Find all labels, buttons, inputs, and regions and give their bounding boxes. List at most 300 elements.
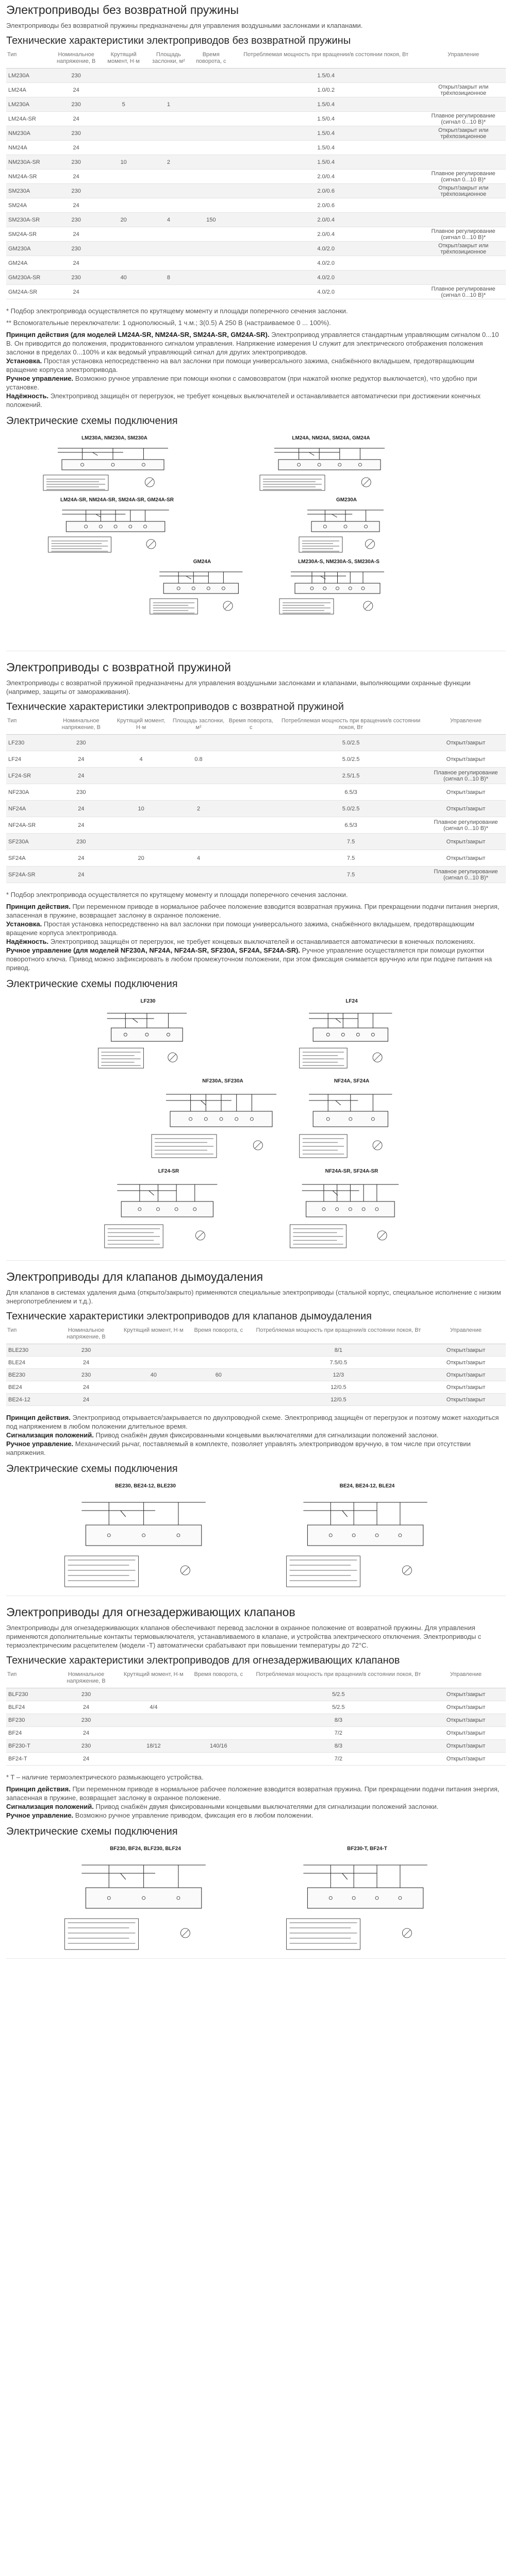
footnote: ** Вспомогательные переключатели: 1 однополюсный, 1 ч.м.; 3(0.5) А 250 В (настраиваемое 0 ... 100%). <box>6 319 331 327</box>
wiring-diagrams <box>6 1840 506 1959</box>
table-cell <box>146 256 191 270</box>
table-cell: 2.5/1.5 <box>276 768 426 784</box>
table-cell: 230 <box>51 1740 121 1753</box>
table-cell: 10 <box>101 155 146 170</box>
table-cell: 6.5/3 <box>276 784 426 801</box>
table-cell <box>101 227 146 242</box>
description-paragraph <box>6 1439 506 1457</box>
diagram-caption: LM230A-S, NM230A-S, SM230A-S <box>298 559 379 565</box>
table-cell <box>186 1701 251 1714</box>
table-cell: 12/3 <box>251 1369 426 1381</box>
paragraph-lead: Принцип действия (для моделей LM24A-SR, NM24A-SR, SM24A-SR, GM24A-SR). <box>6 331 270 338</box>
diagrams-title: Электрические схемы подключения <box>6 978 178 990</box>
table-cell: 6.5/3 <box>276 817 426 834</box>
table-cell: 2.0/0.6 <box>231 198 421 213</box>
table-cell <box>191 198 232 213</box>
table-cell <box>191 170 232 184</box>
paragraph-text: Электропривод защищён от перегрузок, не требует концевых выключателей и останавливается автоматически в конечных положениях. <box>48 938 475 945</box>
paragraph-text: Электропривод управляется стандартным управляющим сигналом 0...10 В. Он приводится до положения, продиктованного сигналом управления. Напряжение измерения U служит для электрического отображения положения заслонки в пределах 0...100% и как ведомый управляющий сигнал для других электроприводов. <box>6 331 499 356</box>
paragraph-lead: Ручное управление (для моделей NF230A, NF24A, NF24A-SR, SF230A, SF24A, SF24A-SR). <box>6 946 301 954</box>
column-header: Управление <box>426 1669 506 1688</box>
wiring-diagram <box>145 558 259 617</box>
table-cell <box>186 1727 251 1740</box>
diagram-caption: BE24, BE24-12, BLE24 <box>339 1483 395 1489</box>
table-cell: BLF230 <box>6 1688 51 1701</box>
schematic-drawing <box>58 1853 233 1956</box>
table-cell: BF230 <box>6 1714 51 1727</box>
table-cell: 24 <box>51 1727 121 1740</box>
table-cell: 150 <box>191 213 232 227</box>
table-cell: GM24A <box>6 256 51 270</box>
paragraph-lead: Ручное управление. <box>6 1811 74 1819</box>
table-cell: Плавное регулирование (сигнал 0...10 В)* <box>421 112 506 126</box>
footnote: * Подбор электропривода осуществляется по крутящему моменту и площади поперечного сечения заслонки. <box>6 891 348 899</box>
table-cell: 230 <box>51 834 111 850</box>
table-cell <box>101 69 146 83</box>
table-cell: 24 <box>51 227 101 242</box>
table-cell: 24 <box>51 817 111 834</box>
schematic-drawing <box>295 1005 408 1072</box>
table-cell: GM24A-SR <box>6 285 51 299</box>
table-cell: 7.5/0.5 <box>251 1357 426 1369</box>
table-cell: NF24A <box>6 801 51 817</box>
paragraph-lead: Установка. <box>6 920 42 928</box>
column-header: Время поворота, с <box>186 1669 251 1688</box>
table-row <box>6 817 506 834</box>
table-cell: 24 <box>51 285 101 299</box>
table-cell: 24 <box>51 850 111 867</box>
table-cell: GM230A-SR <box>6 270 51 285</box>
table-cell: 24 <box>51 1357 121 1369</box>
table-cell: 7/2 <box>251 1727 426 1740</box>
table-cell: 24 <box>51 170 101 184</box>
table-cell <box>146 170 191 184</box>
table-cell <box>111 834 171 850</box>
paragraph-text: Механический рычаг, поставляемый в комплекте, позволяет управлять электроприводом вручную, в том числе при отсутствии напряжения. <box>6 1440 471 1456</box>
table-cell <box>121 1714 186 1727</box>
table-cell <box>191 285 232 299</box>
table-cell: GM230A <box>6 242 51 256</box>
table-cell <box>146 126 191 141</box>
schematic-drawing <box>295 1085 408 1162</box>
table-cell <box>421 69 506 83</box>
spec-table <box>6 1325 506 1406</box>
paragraph-text: Электропривод открывается/закрывается по двухпроводной схеме. Электропривод защищён от перегрузок и поэтому может находиться под напряжением в любом положении длительное время. <box>6 1414 499 1430</box>
table-cell: 230 <box>51 1369 121 1381</box>
table-cell <box>111 784 171 801</box>
table-cell: SM24A-SR <box>6 227 51 242</box>
table-cell <box>171 768 226 784</box>
diagram-caption: LF230 <box>140 998 156 1004</box>
table-cell: 24 <box>51 801 111 817</box>
table-cell: 1.0/0.2 <box>231 83 421 97</box>
table-cell: 230 <box>51 1344 121 1357</box>
diagram-caption: BF230-T, BF24-T <box>347 1846 387 1852</box>
description-paragraph <box>6 920 506 937</box>
table-row <box>6 242 506 256</box>
table-cell <box>421 198 506 213</box>
table-row <box>6 751 506 768</box>
diagram-caption: LM24A-SR, NM24A-SR, SM24A-SR, GM24A-SR <box>60 497 174 503</box>
paragraph-text: При переменном приводе в нормальное рабочее положение взводится возвратная пружина. При прекращении подачи питания энергия, запасенная в пружине, возвращает заслонку в охранное положение. <box>6 903 500 919</box>
table-cell: BF24-T <box>6 1753 51 1766</box>
wiring-diagram <box>37 435 192 494</box>
table-cell <box>146 141 191 155</box>
table-cell <box>191 69 232 83</box>
wiring-diagram <box>99 1168 238 1252</box>
table-cell: 10 <box>111 801 171 817</box>
table-cell: 24 <box>51 83 101 97</box>
table-cell: Открыт/закрыт или трёхпозиционное <box>421 126 506 141</box>
table-cell: Открыт/закрыт <box>426 1753 506 1766</box>
paragraph-text: Привод снабжён двумя фиксированными концевыми выключателями для сигнализации положений заслонки. <box>93 1431 439 1439</box>
table-cell: 230 <box>51 97 101 112</box>
table-row <box>6 141 506 155</box>
diagram-caption: LM24A, NM24A, SM24A, GM24A <box>292 435 370 441</box>
table-cell: 7/2 <box>251 1753 426 1766</box>
table-cell: 1 <box>146 97 191 112</box>
table-cell <box>121 1688 186 1701</box>
column-header: Потребляемая мощность при вращении/в состоянии покоя, Вт <box>251 1325 426 1344</box>
table-cell: Открыт/закрыт <box>426 1369 506 1381</box>
table-row <box>6 126 506 141</box>
table-cell: BLE24 <box>6 1357 51 1369</box>
table-cell: SF24A-SR <box>6 867 51 883</box>
table-cell <box>226 784 276 801</box>
table-cell <box>191 112 232 126</box>
table-cell <box>121 1344 186 1357</box>
diagram-caption: GM230A <box>336 497 357 503</box>
table-cell: 24 <box>51 1753 121 1766</box>
wiring-diagram <box>42 497 192 555</box>
wiring-diagram <box>274 558 403 617</box>
schematic-drawing <box>99 1175 238 1252</box>
paragraph-lead: Принцип действия. <box>6 903 71 910</box>
column-header: Номинальное напряжение, В <box>51 1325 121 1344</box>
table-row <box>6 285 506 299</box>
table-cell <box>171 817 226 834</box>
schematic-drawing <box>295 504 398 555</box>
diagram-caption: BF230, BF24, BLF230, BLF24 <box>110 1846 181 1852</box>
table-cell: 24 <box>51 1381 121 1394</box>
schematic-drawing <box>254 442 408 494</box>
table-cell: 230 <box>51 735 111 751</box>
table-row <box>6 83 506 97</box>
table-cell: NF230A <box>6 784 51 801</box>
column-header: Площадь заслонки, м² <box>171 716 226 735</box>
table-cell: Плавное регулирование (сигнал 0...10 В)* <box>421 285 506 299</box>
table-cell <box>146 83 191 97</box>
table-cell <box>101 126 146 141</box>
table-cell: NM230A <box>6 126 51 141</box>
table-row <box>6 170 506 184</box>
table-row <box>6 198 506 213</box>
column-header: Тип <box>6 1325 51 1344</box>
table-row <box>6 270 506 285</box>
schematic-drawing <box>145 1085 300 1162</box>
table-cell: Открыт/закрыт <box>426 751 506 768</box>
description-paragraph <box>6 1431 506 1439</box>
footnote: * Подбор электропривода осуществляется по крутящему моменту и площади поперечного сечения заслонки. <box>6 307 348 315</box>
table-cell: Открыт/закрыт <box>426 1688 506 1701</box>
column-header: Крутящий момент, Н·м <box>121 1669 186 1688</box>
table-cell: Плавное регулирование (сигнал 0...10 В)* <box>421 170 506 184</box>
table-cell: NF24A-SR <box>6 817 51 834</box>
table-cell <box>226 867 276 883</box>
table-cell: 4 <box>171 850 226 867</box>
column-header: Потребляемая мощность при вращении/в состоянии покоя, Вт <box>251 1669 426 1688</box>
schematic-drawing <box>94 1005 202 1072</box>
table-cell: 2.0/0.4 <box>231 227 421 242</box>
table-cell <box>191 155 232 170</box>
table-cell <box>421 155 506 170</box>
table-cell: SF24A <box>6 850 51 867</box>
schematic-drawing <box>37 442 192 494</box>
column-header: Площадь заслонки, м² <box>146 49 191 69</box>
table-row <box>6 97 506 112</box>
table-cell: 230 <box>51 184 101 198</box>
table-cell <box>101 285 146 299</box>
table-row <box>6 1740 506 1753</box>
table-cell <box>421 213 506 227</box>
wiring-diagram <box>279 1483 455 1593</box>
paragraph-text: Простая установка непосредственно на вал заслонки при помощи универсального зажима, снабжённого вкладышем, предотвращающим вращение корпуса электропривода. <box>6 357 474 374</box>
table-cell: 24 <box>51 112 101 126</box>
table-cell <box>226 817 276 834</box>
table-cell: Открыт/закрыт <box>426 1714 506 1727</box>
schematic-drawing <box>274 566 403 617</box>
table-cell: 1.5/0.4 <box>231 141 421 155</box>
table-cell: 7.5 <box>276 834 426 850</box>
wiring-diagrams <box>6 1478 506 1596</box>
table-cell <box>146 112 191 126</box>
table-cell <box>121 1753 186 1766</box>
section-lead: Для клапанов в системах удаления дыма (открыто/закрыто) применяются специальные электроприводы (стальной корпус, специальное исполнение с низким энергопотреблением и т.д.). <box>6 1289 501 1305</box>
table-cell: LF24 <box>6 751 51 768</box>
table-cell <box>101 198 146 213</box>
description-paragraph <box>6 330 506 357</box>
table-cell: LM24A <box>6 83 51 97</box>
table-cell: 230 <box>51 126 101 141</box>
table-row <box>6 867 506 883</box>
table-cell: 40 <box>121 1369 186 1381</box>
table-title: Технические характеристики электроприводов для огнезадерживающих клапанов <box>6 1655 400 1666</box>
table-cell <box>226 768 276 784</box>
table-cell: 7.5 <box>276 850 426 867</box>
table-cell <box>111 735 171 751</box>
description-paragraph <box>6 1413 506 1431</box>
description-block <box>6 330 506 409</box>
table-cell <box>171 867 226 883</box>
table-cell: Открыт/закрыт <box>426 1701 506 1714</box>
paragraph-lead: Ручное управление. <box>6 1440 74 1448</box>
paragraph-lead: Принцип действия. <box>6 1785 71 1793</box>
table-cell: 2 <box>171 801 226 817</box>
table-cell <box>101 242 146 256</box>
table-cell: Открыт/закрыт <box>426 735 506 751</box>
table-cell: NM24A <box>6 141 51 155</box>
description-paragraph <box>6 374 506 392</box>
table-row <box>6 801 506 817</box>
table-cell <box>191 83 232 97</box>
table-cell <box>101 184 146 198</box>
table-cell <box>186 1357 251 1369</box>
table-row <box>6 735 506 751</box>
table-cell <box>171 834 226 850</box>
column-header: Управление <box>421 49 506 69</box>
description-paragraph <box>6 902 506 920</box>
schematic-drawing <box>42 504 192 555</box>
table-row <box>6 1369 506 1381</box>
column-header: Крутящий момент, Н·м <box>111 716 171 735</box>
table-cell: Плавное регулирование (сигнал 0...10 В)* <box>426 817 506 834</box>
table-cell: SM230A-SR <box>6 213 51 227</box>
table-cell <box>146 184 191 198</box>
wiring-diagrams <box>6 993 506 1261</box>
column-header: Тип <box>6 716 51 735</box>
paragraph-text: Простая установка непосредственно на вал заслонки при помощи универсального зажима, снабжённого вкладышем, предотвращающим вращение корпуса электропривода. <box>6 920 474 937</box>
table-cell: LM230A <box>6 97 51 112</box>
description-block <box>6 902 506 972</box>
paragraph-text: При переменном приводе в нормальное рабочее положение взводится возвратная пружина. При прекращении подачи питания энергия, запасенная в пружине, возвращает заслонку в охранное положение. <box>6 1785 500 1802</box>
description-paragraph <box>6 1811 506 1820</box>
table-cell: Открыт/закрыт <box>426 1381 506 1394</box>
diagram-caption: NF24A-SR, SF24A-SR <box>325 1168 378 1174</box>
description-paragraph <box>6 1802 506 1811</box>
paragraph-lead: Установка. <box>6 357 42 365</box>
table-cell <box>121 1727 186 1740</box>
table-row <box>6 213 506 227</box>
wiring-diagram <box>295 998 408 1072</box>
column-header: Время поворота, с <box>186 1325 251 1344</box>
column-header: Номинальное напряжение, В <box>51 716 111 735</box>
table-cell: 20 <box>101 213 146 227</box>
description-block <box>6 1413 506 1457</box>
table-cell: LM24A-SR <box>6 112 51 126</box>
diagrams-title: Электрические схемы подключения <box>6 1463 178 1475</box>
wiring-diagram <box>58 1483 233 1593</box>
table-row <box>6 112 506 126</box>
table-cell: 5 <box>101 97 146 112</box>
column-header: Тип <box>6 1669 51 1688</box>
table-cell <box>111 867 171 883</box>
table-cell <box>171 784 226 801</box>
table-row <box>6 1701 506 1714</box>
table-cell <box>146 69 191 83</box>
table-row <box>6 227 506 242</box>
table-cell: 230 <box>51 1688 121 1701</box>
table-row <box>6 1394 506 1406</box>
description-block <box>6 1785 506 1820</box>
column-header: Тип <box>6 49 51 69</box>
table-cell: 2.0/0.6 <box>231 184 421 198</box>
table-cell: 4.0/2.0 <box>231 256 421 270</box>
table-cell <box>121 1381 186 1394</box>
table-cell: 24 <box>51 751 111 768</box>
table-row <box>6 1753 506 1766</box>
table-cell: 5.0/2.5 <box>276 735 426 751</box>
table-row <box>6 850 506 867</box>
table-cell <box>101 83 146 97</box>
description-paragraph <box>6 357 506 374</box>
table-cell <box>191 256 232 270</box>
table-cell: LF24-SR <box>6 768 51 784</box>
table-cell: 4/4 <box>121 1701 186 1714</box>
table-cell <box>191 97 232 112</box>
table-row <box>6 69 506 83</box>
column-header: Время поворота, с <box>226 716 276 735</box>
paragraph-lead: Надёжность. <box>6 938 49 945</box>
section-title: Электроприводы для огнезадерживающих клапанов <box>6 1605 295 1619</box>
diagram-caption: GM24A <box>193 559 211 565</box>
table-cell: 1.5/0.4 <box>231 69 421 83</box>
table-row <box>6 1727 506 1740</box>
column-header: Время поворота, с <box>191 49 232 69</box>
table-cell: LF230 <box>6 735 51 751</box>
diagram-caption: LF24-SR <box>158 1168 179 1174</box>
table-cell: 5.0/2.5 <box>276 801 426 817</box>
table-cell: 230 <box>51 69 101 83</box>
table-cell: 4 <box>111 751 171 768</box>
table-cell: 1.5/0.4 <box>231 155 421 170</box>
table-cell <box>171 735 226 751</box>
table-cell <box>186 1344 251 1357</box>
table-row <box>6 1381 506 1394</box>
paragraph-lead: Сигнализация положений. <box>6 1431 94 1439</box>
section-lead: Электроприводы с возвратной пружиной предназначены для управления воздушными заслонками и клапанами, выполняющими охранные функции (например, защиты от замораживания). <box>6 679 471 696</box>
table-cell: SF230A <box>6 834 51 850</box>
table-cell: 8 <box>146 270 191 285</box>
table-cell: BLF24 <box>6 1701 51 1714</box>
wiring-diagram <box>94 998 202 1072</box>
schematic-drawing <box>279 1853 455 1956</box>
table-cell: 230 <box>51 213 101 227</box>
table-cell <box>226 834 276 850</box>
table-cell: 24 <box>51 256 101 270</box>
table-cell <box>186 1714 251 1727</box>
table-row <box>6 184 506 198</box>
column-header: Потребляемая мощность при вращении/в состоянии покоя, Вт <box>276 716 426 735</box>
table-row <box>6 1357 506 1369</box>
table-cell <box>111 817 171 834</box>
table-cell: 5/2.5 <box>251 1701 426 1714</box>
column-header: Номинальное напряжение, В <box>51 1669 121 1688</box>
table-cell <box>226 735 276 751</box>
table-cell: BE230 <box>6 1369 51 1381</box>
table-cell <box>186 1394 251 1406</box>
table-cell: 230 <box>51 784 111 801</box>
column-header: Номинальное напряжение, В <box>51 49 101 69</box>
table-cell: NM230A-SR <box>6 155 51 170</box>
wiring-diagram <box>295 1078 408 1162</box>
table-cell: BLE230 <box>6 1344 51 1357</box>
table-cell <box>121 1394 186 1406</box>
table-cell: Открыт/закрыт <box>426 784 506 801</box>
table-row <box>6 1688 506 1701</box>
schematic-drawing <box>285 1175 419 1252</box>
table-cell: SM230A <box>6 184 51 198</box>
table-cell: 20 <box>111 850 171 867</box>
table-cell: Открыт/закрыт <box>426 1357 506 1369</box>
table-cell: 2.0/0.4 <box>231 213 421 227</box>
wiring-diagram <box>254 435 408 494</box>
table-cell: 40 <box>101 270 146 285</box>
wiring-diagram <box>145 1078 300 1162</box>
table-cell <box>186 1381 251 1394</box>
table-cell: 24 <box>51 768 111 784</box>
paragraph-text: Ручное управление осуществляется при помощи рукоятки поворотного ключа. Привод можно зафиксировать в любом промежуточном положении, при этом фиксация снимается вручную или при подаче питания на привод. <box>6 946 492 972</box>
table-cell <box>121 1357 186 1369</box>
